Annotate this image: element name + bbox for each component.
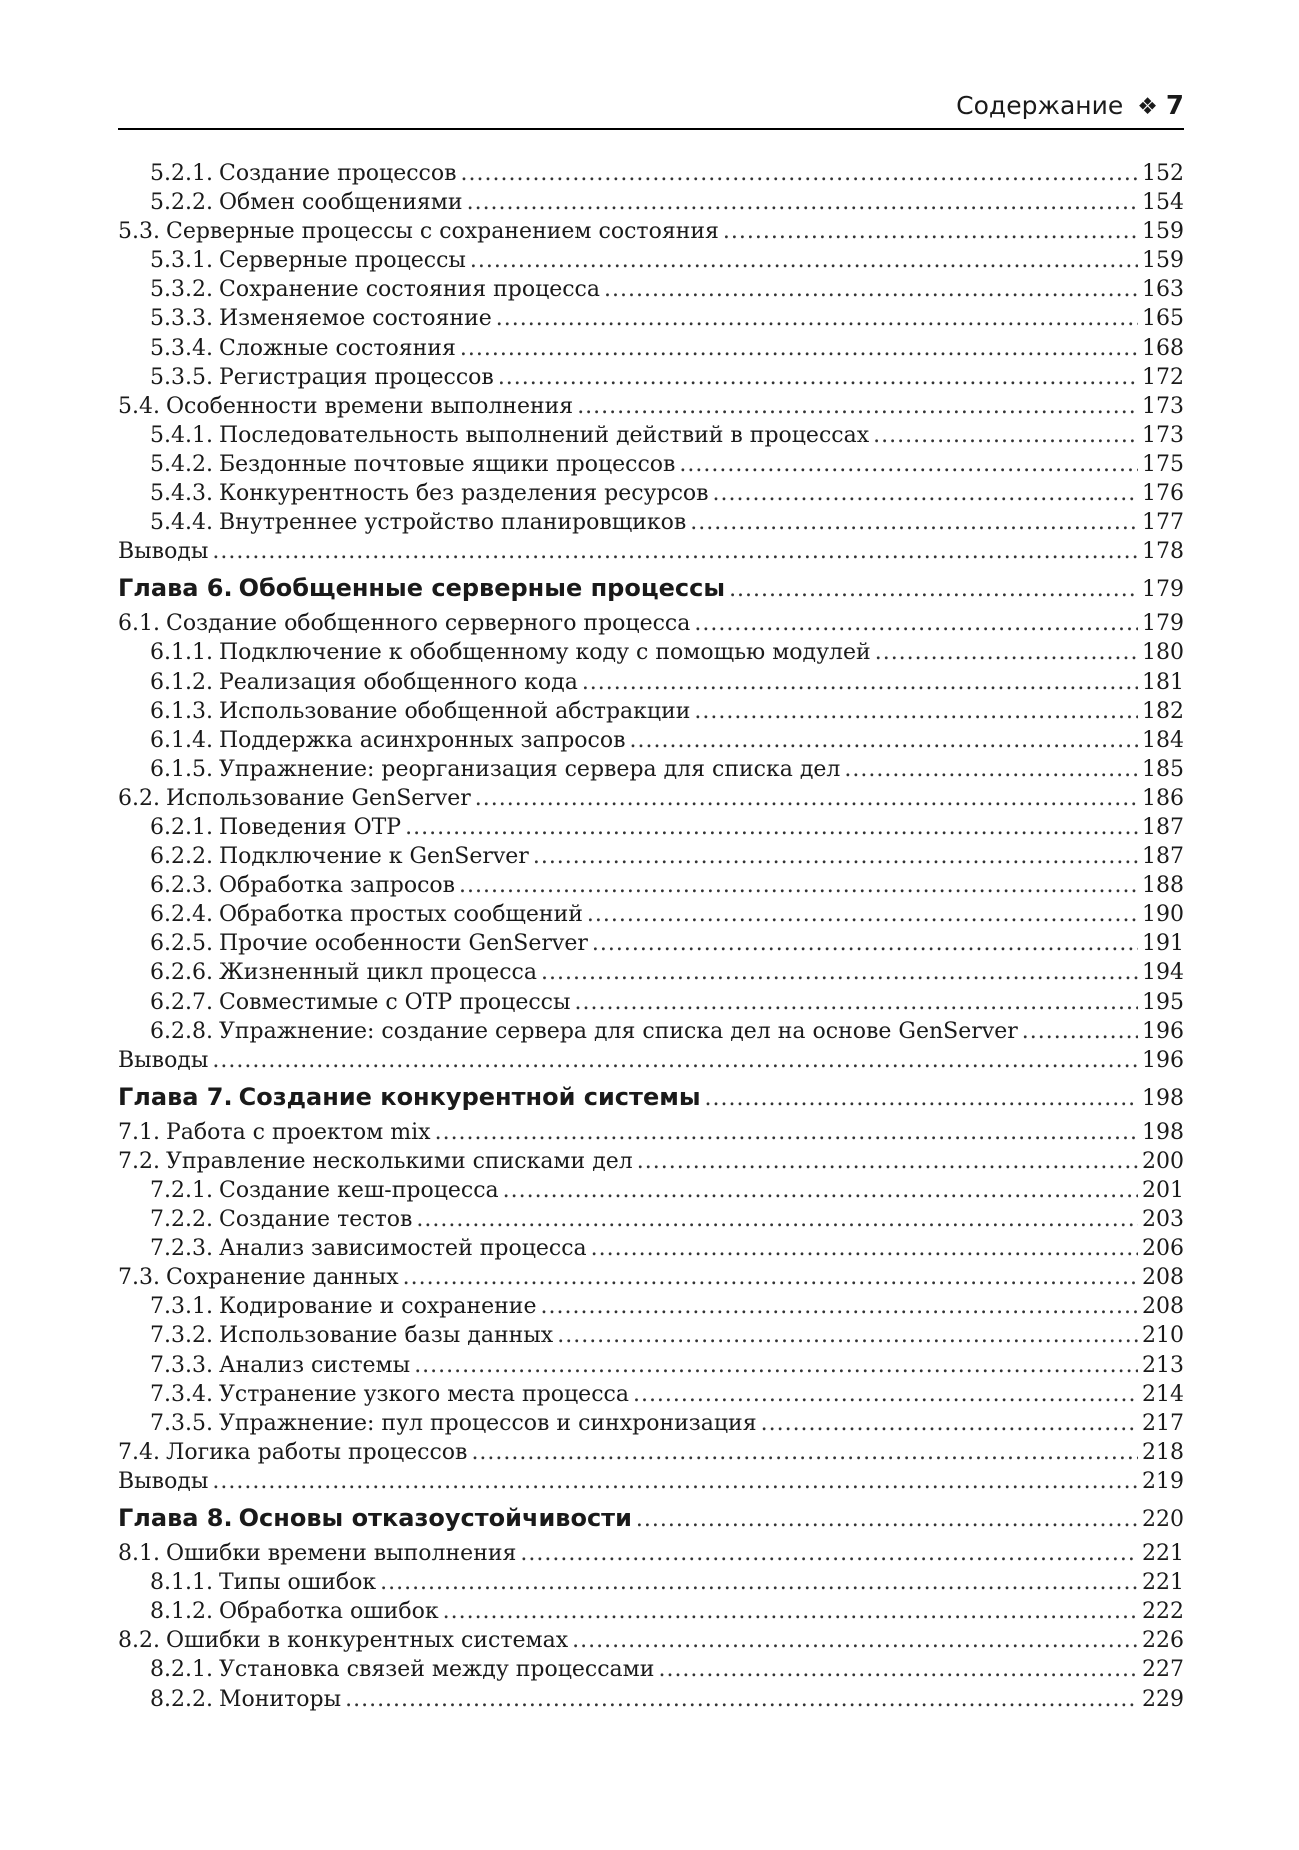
toc-entry-page: 178: [1142, 539, 1184, 565]
toc-entry-number: 5.2.1.: [150, 161, 213, 186]
toc-entry-number: 5.4.4.: [150, 510, 213, 536]
toc-entry-number: 6.2.8.: [150, 1018, 213, 1044]
dot-leader: [416, 1207, 1138, 1232]
toc-entry-title: Серверные процессы: [218, 248, 466, 274]
toc-entry-number: 6.2.: [118, 785, 160, 811]
toc-entry-number: 7.2.3.: [150, 1236, 213, 1262]
toc-entry: [118, 902, 1184, 931]
toc-entry-number: 6.1.1.: [150, 640, 213, 666]
toc-entry-page: 219: [1142, 1468, 1184, 1494]
toc-entry: [118, 248, 1184, 277]
toc-entry-number: 5.3.2.: [150, 277, 213, 303]
toc-entry: [118, 728, 1184, 757]
toc-entry-page: 188: [1142, 873, 1184, 899]
toc-entry: [118, 306, 1184, 335]
toc-entry-page: 226: [1142, 1628, 1184, 1654]
toc-entry: [118, 611, 1184, 640]
dot-leader: [443, 1599, 1138, 1624]
toc-entry-number: 6.1.: [118, 611, 160, 637]
toc-entry-number: 7.3.4.: [150, 1381, 213, 1407]
toc-entry-title: Обработка запросов: [218, 873, 456, 899]
toc-entry-page: 186: [1142, 785, 1184, 811]
toc-entry: [118, 1440, 1184, 1469]
toc-entry-number: 8.2.1.: [150, 1657, 213, 1683]
toc-entry-number: 5.4.3.: [150, 481, 213, 507]
toc-entry-number: 5.3.4.: [150, 335, 213, 361]
toc-entry: [118, 1120, 1184, 1149]
dot-leader: [345, 1687, 1138, 1712]
toc-entry-title: Прочие особенности GenServer: [218, 931, 588, 957]
dot-leader: [679, 452, 1138, 477]
toc-entry-title: Обмен сообщениями: [218, 190, 463, 216]
dot-leader: [844, 757, 1138, 782]
toc-entry-title: Упражнение: создание сервера для списка дел на основе GenServer: [218, 1018, 1018, 1044]
toc-entry-title: Создание конкурентной системы: [238, 1082, 701, 1111]
dot-leader: [591, 1236, 1138, 1261]
toc-entry: [118, 1207, 1184, 1236]
toc-entry: [118, 365, 1184, 394]
toc-entry-title: Логика работы процессов: [165, 1439, 468, 1465]
toc-entry-number: 6.2.7.: [150, 989, 213, 1015]
dot-leader: [713, 481, 1138, 506]
dot-leader: [467, 190, 1138, 215]
toc-entry: [118, 670, 1184, 699]
toc-entry-number: 6.2.2.: [150, 844, 213, 870]
toc-entry-number: 6.1.5.: [150, 756, 213, 782]
toc-entry-number: 6.2.6.: [150, 960, 213, 986]
toc-entry-number: 6.1.2.: [150, 669, 213, 695]
toc-entry-title: Регистрация процессов: [218, 364, 494, 390]
toc-entry: [118, 1628, 1184, 1657]
toc-entry-page: 177: [1142, 510, 1184, 536]
toc-entry-number: 6.2.1.: [150, 814, 213, 840]
dot-leader: [873, 423, 1138, 448]
toc-entry: [118, 1382, 1184, 1411]
dot-leader: [212, 539, 1138, 564]
toc-entry-title: Выводы: [118, 539, 209, 565]
toc-entry-page: 152: [1142, 161, 1184, 186]
toc-entry-page: 208: [1142, 1265, 1184, 1291]
toc-entry-number: 7.2.2.: [150, 1207, 213, 1233]
toc-entry-page: 172: [1142, 364, 1184, 390]
dot-leader: [572, 1628, 1138, 1653]
toc-entry: [118, 873, 1184, 902]
toc-entry-title: Использование обобщенной абстракции: [218, 698, 691, 724]
toc-chapter-entry: [118, 568, 1184, 611]
dot-leader: [459, 873, 1138, 898]
toc-entry-title: Обработка ошибок: [218, 1599, 439, 1625]
toc-entry: [118, 1687, 1184, 1716]
toc-entry-title: Подключение к обобщенному коду с помощью модулей: [218, 640, 871, 666]
toc-entry: [118, 1353, 1184, 1382]
toc-entry-title: Устранение узкого места процесса: [218, 1381, 629, 1407]
toc-entry: [118, 1019, 1184, 1048]
running-head-title: Содержание: [956, 91, 1124, 120]
dot-leader: [729, 577, 1138, 602]
toc-entry: [118, 699, 1184, 728]
toc-entry-page: 220: [1142, 1507, 1184, 1533]
toc-entry-title: Управление несколькими списками дел: [165, 1148, 633, 1174]
toc-entry: [118, 757, 1184, 786]
dot-leader: [541, 1294, 1139, 1319]
toc-entry-page: 184: [1142, 727, 1184, 753]
dot-leader: [630, 728, 1138, 753]
toc-entry-title: Использование базы данных: [218, 1323, 554, 1349]
toc-entry-page: 196: [1142, 1047, 1184, 1073]
toc-entry-title: Использование GenServer: [165, 785, 471, 811]
toc-entry-title: Мониторы: [218, 1686, 342, 1712]
dot-leader: [637, 1149, 1138, 1174]
dot-leader: [604, 277, 1138, 302]
toc-chapter-entry: [118, 1498, 1184, 1541]
dot-leader: [461, 161, 1139, 186]
page-number: 7: [1165, 91, 1184, 121]
toc-entry: [118, 1236, 1184, 1265]
toc-entry-title: Реализация обобщенного кода: [218, 669, 578, 695]
dot-leader: [520, 1541, 1138, 1566]
dot-leader: [723, 219, 1138, 244]
dot-leader: [471, 1440, 1138, 1465]
toc-entry-page: 175: [1142, 451, 1184, 477]
toc-entry-title: Выводы: [118, 1468, 209, 1494]
toc-entry-page: 229: [1142, 1686, 1184, 1712]
toc-entry: [118, 960, 1184, 989]
dot-leader: [470, 248, 1138, 273]
toc-entry-page: 195: [1142, 989, 1184, 1015]
toc-entry-number: 5.4.2.: [150, 451, 213, 477]
toc-entry-page: 194: [1142, 960, 1184, 986]
toc-entry: [118, 640, 1184, 669]
toc-entry-title: Упражнение: реорганизация сервера для списка дел: [218, 756, 841, 782]
dot-leader: [582, 670, 1138, 695]
dot-leader: [761, 1411, 1138, 1436]
dot-leader: [636, 1507, 1138, 1532]
toc-entry-page: 221: [1142, 1541, 1184, 1567]
toc-entry-page: 187: [1142, 844, 1184, 870]
dot-leader: [460, 336, 1138, 361]
dot-leader: [405, 815, 1138, 840]
toc-entry-title: Конкурентность без разделения ресурсов: [218, 481, 709, 507]
toc-entry-title: Создание кеш-процесса: [218, 1178, 499, 1203]
toc-entry: [118, 1149, 1184, 1178]
toc-entry: [118, 786, 1184, 815]
dot-leader: [1022, 1019, 1138, 1044]
toc-entry: [118, 161, 1184, 190]
toc-entry-title: Типы ошибок: [218, 1570, 377, 1596]
dot-leader: [694, 699, 1138, 724]
toc-entry: [118, 1599, 1184, 1628]
toc-entry: [118, 931, 1184, 960]
toc-entry-title: Особенности времени выполнения: [165, 393, 574, 419]
table-of-contents: [118, 161, 1184, 1716]
toc-entry-number: 5.3.: [118, 219, 160, 245]
toc-entry: [118, 1048, 1184, 1077]
toc-entry-number: 7.1.: [118, 1119, 160, 1145]
toc-entry-title: Создание обобщенного серверного процесса: [165, 611, 691, 637]
toc-entry-page: 208: [1142, 1294, 1184, 1320]
toc-entry-title: Анализ системы: [218, 1352, 411, 1378]
dot-leader: [212, 1048, 1138, 1073]
toc-entry-number: 6.2.3.: [150, 873, 213, 899]
toc-entry-page: 210: [1142, 1323, 1184, 1349]
dot-leader: [705, 1086, 1138, 1111]
toc-entry: [118, 423, 1184, 452]
toc-entry-title: Сохранение состояния процесса: [218, 277, 600, 303]
toc-entry-page: 191: [1142, 931, 1184, 957]
toc-entry-number: 5.3.3.: [150, 306, 213, 332]
dot-leader: [577, 394, 1138, 419]
dot-leader: [694, 611, 1138, 636]
toc-entry-number: 7.3.1.: [150, 1294, 213, 1320]
toc-entry-title: Основы отказоустойчивости: [238, 1504, 632, 1533]
dot-leader: [435, 1120, 1138, 1145]
toc-entry-title: Изменяемое состояние: [218, 306, 492, 332]
toc-entry-title: Поддержка асинхронных запросов: [218, 727, 626, 753]
dot-leader: [633, 1382, 1138, 1407]
dot-leader: [557, 1323, 1138, 1348]
toc-entry-page: 198: [1142, 1085, 1184, 1111]
toc-entry-title: Анализ зависимостей процесса: [218, 1236, 587, 1262]
toc-entry-title: Подключение к GenServer: [218, 844, 529, 870]
toc-entry-title: Последовательность выполнений действий в процессах: [218, 422, 870, 448]
toc-entry: [118, 844, 1184, 873]
toc-entry-number: 7.3.2.: [150, 1323, 213, 1349]
dot-leader: [496, 306, 1138, 331]
toc-entry-number: 7.2.1.: [150, 1178, 213, 1203]
toc-entry-title: Совместимые с OTP процессы: [218, 989, 571, 1015]
toc-entry-title: Работа с проектом mix: [165, 1119, 431, 1145]
toc-entry-page: 213: [1142, 1352, 1184, 1378]
toc-entry: [118, 1469, 1184, 1498]
toc-entry-title: Жизненный цикл процесса: [218, 960, 537, 986]
dot-leader: [212, 1469, 1138, 1494]
dot-leader: [592, 931, 1138, 956]
toc-entry: [118, 1541, 1184, 1570]
toc-entry-page: 154: [1142, 190, 1184, 216]
toc-entry-number: Глава 6.: [118, 574, 233, 603]
toc-entry-title: Установка связей между процессами: [218, 1657, 655, 1683]
toc-entry: [118, 452, 1184, 481]
toc-entry: [118, 1570, 1184, 1599]
toc-entry-number: 6.1.3.: [150, 698, 213, 724]
toc-entry-page: 206: [1142, 1236, 1184, 1262]
toc-entry-page: 190: [1142, 902, 1184, 928]
toc-entry-page: 173: [1142, 393, 1184, 419]
toc-entry-title: Обработка простых сообщений: [218, 902, 583, 928]
toc-entry-title: Серверные процессы с сохранением состояния: [165, 219, 719, 245]
toc-entry: [118, 336, 1184, 365]
toc-entry: [118, 1411, 1184, 1440]
toc-entry-number: 8.1.: [118, 1541, 160, 1567]
toc-entry-page: 217: [1142, 1410, 1184, 1436]
toc-entry-page: 222: [1142, 1599, 1184, 1625]
toc-entry-page: 181: [1142, 669, 1184, 695]
toc-entry: [118, 815, 1184, 844]
toc-entry: [118, 1265, 1184, 1294]
dot-leader: [380, 1570, 1138, 1595]
toc-entry-page: 182: [1142, 698, 1184, 724]
toc-entry-title: Упражнение: пул процессов и синхронизация: [218, 1410, 757, 1436]
toc-entry-page: 168: [1142, 335, 1184, 361]
toc-entry-page: 200: [1142, 1148, 1184, 1174]
toc-entry: [118, 394, 1184, 423]
dot-leader: [541, 960, 1138, 985]
header-rule: [118, 128, 1184, 130]
toc-entry-number: 8.2.: [118, 1628, 160, 1654]
toc-entry: [118, 539, 1184, 568]
toc-entry-number: 5.2.2.: [150, 190, 213, 216]
toc-entry-page: 176: [1142, 481, 1184, 507]
toc-entry-number: 7.3.5.: [150, 1410, 213, 1436]
toc-entry-page: 159: [1142, 219, 1184, 245]
toc-entry-page: 196: [1142, 1018, 1184, 1044]
ornament-icon: ❖: [1137, 94, 1158, 120]
toc-entry-page: 180: [1142, 640, 1184, 666]
toc-entry-number: Глава 7.: [118, 1082, 233, 1111]
toc-entry-number: 7.2.: [118, 1148, 160, 1174]
toc-entry-page: 221: [1142, 1570, 1184, 1596]
toc-entry-page: 165: [1142, 306, 1184, 332]
dot-leader: [658, 1657, 1138, 1682]
toc-entry: [118, 219, 1184, 248]
toc-entry-number: 5.4.: [118, 393, 160, 419]
dot-leader: [503, 1178, 1138, 1203]
toc-entry-title: Поведения OTP: [218, 814, 402, 840]
toc-entry: [118, 1657, 1184, 1686]
toc-entry-page: 163: [1142, 277, 1184, 303]
toc-entry-page: 214: [1142, 1381, 1184, 1407]
toc-entry-title: Сложные состояния: [218, 335, 456, 361]
toc-entry-number: 6.2.5.: [150, 931, 213, 957]
toc-entry: [118, 190, 1184, 219]
toc-entry-number: 6.2.4.: [150, 902, 213, 928]
dot-leader: [575, 990, 1138, 1015]
toc-entry: [118, 1178, 1184, 1207]
dot-leader: [403, 1265, 1138, 1290]
toc-entry-title: Создание тестов: [218, 1207, 413, 1233]
dot-leader: [475, 786, 1138, 811]
toc-entry-number: 5.3.1.: [150, 248, 213, 274]
toc-chapter-entry: [118, 1077, 1184, 1120]
dot-leader: [533, 844, 1138, 869]
toc-entry-title: Создание процессов: [218, 161, 457, 186]
toc-entry-number: 7.3.: [118, 1265, 160, 1291]
toc-entry-page: 203: [1142, 1207, 1184, 1233]
toc-entry-number: 7.3.3.: [150, 1352, 213, 1378]
toc-entry-number: 7.4.: [118, 1439, 160, 1465]
toc-entry-title: Обобщенные серверные процессы: [238, 574, 726, 603]
toc-entry-page: 201: [1142, 1178, 1184, 1203]
toc-entry-number: 5.3.5.: [150, 364, 213, 390]
toc-entry-page: 179: [1142, 611, 1184, 637]
dot-leader: [875, 640, 1138, 665]
toc-entry-title: Выводы: [118, 1047, 209, 1073]
toc-entry-number: 8.1.1.: [150, 1570, 213, 1596]
dot-leader: [498, 365, 1138, 390]
toc-entry-number: 5.4.1.: [150, 422, 213, 448]
toc-entry-page: 179: [1142, 577, 1184, 603]
toc-entry-page: 187: [1142, 814, 1184, 840]
toc-entry-title: Ошибки в конкурентных системах: [165, 1628, 569, 1654]
toc-entry-page: 198: [1142, 1119, 1184, 1145]
toc-entry-page: 227: [1142, 1657, 1184, 1683]
toc-entry-title: Бездонные почтовые ящики процессов: [218, 451, 676, 477]
toc-entry-number: Глава 8.: [118, 1504, 233, 1533]
toc-entry-title: Внутреннее устройство планировщиков: [218, 510, 687, 536]
toc-entry: [118, 510, 1184, 539]
toc-entry: [118, 1294, 1184, 1323]
toc-entry-title: Кодирование и сохранение: [218, 1294, 537, 1320]
toc-entry-title: Сохранение данных: [165, 1265, 399, 1291]
running-head: [118, 86, 1184, 126]
toc-entry: [118, 277, 1184, 306]
toc-entry-number: 6.1.4.: [150, 727, 213, 753]
dot-leader: [414, 1353, 1138, 1378]
toc-entry-page: 185: [1142, 756, 1184, 782]
toc-entry-number: 8.1.2.: [150, 1599, 213, 1625]
toc-entry-title: Ошибки времени выполнения: [165, 1541, 517, 1567]
toc-entry: [118, 990, 1184, 1019]
toc-entry-page: 159: [1142, 248, 1184, 274]
toc-entry-page: 218: [1142, 1439, 1184, 1465]
toc-entry: [118, 481, 1184, 510]
toc-entry-page: 173: [1142, 422, 1184, 448]
dot-leader: [690, 510, 1138, 535]
toc-entry: [118, 1323, 1184, 1352]
toc-entry-number: 8.2.2.: [150, 1686, 213, 1712]
dot-leader: [587, 902, 1138, 927]
